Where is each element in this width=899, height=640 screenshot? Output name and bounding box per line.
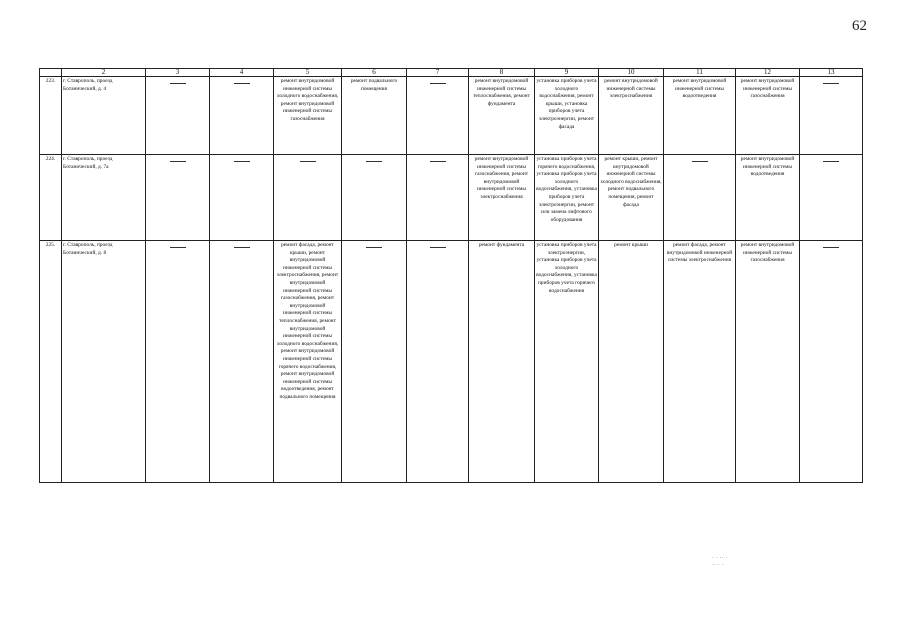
dash-mark	[823, 247, 839, 248]
scan-artifact: · · ·· · ·· · ·	[712, 555, 728, 569]
header-cell: 2	[62, 69, 146, 77]
header-cell: 11	[664, 69, 736, 77]
page-number: 62	[852, 18, 867, 34]
empty-cell	[407, 155, 469, 241]
header-cell: 8	[469, 69, 535, 77]
dash-mark	[430, 83, 446, 84]
header-cell: 10	[599, 69, 664, 77]
empty-cell	[407, 241, 469, 483]
empty-cell	[210, 155, 274, 241]
work-cell: ремонт крыши	[599, 241, 664, 483]
address-cell: г. Ставрополь, проезд Ботанический, д. 7а	[62, 155, 146, 241]
empty-cell	[800, 241, 863, 483]
table-row	[40, 155, 863, 241]
work-cell: ремонт подвального помещения	[342, 77, 407, 155]
work-cell: установка приборов учета горячего водоснабжения, установка приборов учета холодного водоснабжения, установка приборов учета электроэнергии, ремонт или замена лифтового оборудования	[535, 155, 599, 241]
dash-mark	[430, 247, 446, 248]
repair-schedule-table	[39, 68, 863, 483]
address-cell: г. Ставрополь, проезд Ботанический, д. 8	[62, 241, 146, 483]
header-cell: 7	[407, 69, 469, 77]
header-cell: 12	[736, 69, 800, 77]
dash-mark	[234, 161, 250, 162]
dash-mark	[170, 83, 186, 84]
empty-cell	[342, 241, 407, 483]
empty-cell	[146, 77, 210, 155]
header-cell: 4	[210, 69, 274, 77]
row-number: 223.	[40, 77, 62, 155]
table-header-row	[40, 69, 863, 77]
empty-cell	[274, 155, 342, 241]
empty-cell	[407, 77, 469, 155]
work-cell: ремонт внутридомовой инженерной системы водоотведения	[664, 77, 736, 155]
work-cell: ремонт фундамента	[469, 241, 535, 483]
header-cell: 6	[342, 69, 407, 77]
dash-mark	[234, 247, 250, 248]
row-number: 224.	[40, 155, 62, 241]
work-cell: ремонт внутридомовой инженерной системы газоснабжения	[736, 77, 800, 155]
header-cell: 5	[274, 69, 342, 77]
empty-cell	[342, 155, 407, 241]
header-cell: 3	[146, 69, 210, 77]
dash-mark	[430, 161, 446, 162]
table-row	[40, 77, 863, 155]
work-cell: установка приборов учета холодного водоснабжения, ремонт крыши, установка приборов учета электроэнергии, ремонт фасада	[535, 77, 599, 155]
work-cell: ремонт внутридомовой инженерной системы газоснабжения	[736, 241, 800, 483]
dash-mark	[823, 83, 839, 84]
address-cell: г. Ставрополь, проезд Ботанический, д. 4	[62, 77, 146, 155]
work-cell: ремонт фасада, ремонт внутридомовой инженерной системы электроснабжения	[664, 241, 736, 483]
header-cell: 13	[800, 69, 863, 77]
empty-cell	[664, 155, 736, 241]
empty-cell	[146, 155, 210, 241]
dash-mark	[692, 161, 708, 162]
header-cell: 9	[535, 69, 599, 77]
work-cell: ремонт внутридомовой инженерной системы теплоснабжения, ремонт фундамента	[469, 77, 535, 155]
dash-mark	[366, 161, 382, 162]
work-cell: ремонт внутридомовой инженерной системы водоотведения	[736, 155, 800, 241]
header-cell	[40, 69, 62, 77]
empty-cell	[210, 77, 274, 155]
row-number: 225.	[40, 241, 62, 483]
dash-mark	[170, 247, 186, 248]
empty-cell	[800, 155, 863, 241]
dash-mark	[823, 161, 839, 162]
dash-mark	[170, 161, 186, 162]
work-cell: ремонт внутридомовой инженерной системы холодного водоснабжения, ремонт внутридомовой инженерной системы газоснабжения	[274, 77, 342, 155]
work-cell: ремонт фасада, ремонт крыши, ремонт внутридомовой инженерной системы электроснабжения, ремонт внутридомовой инженерной системы газоснабжения, ремонт внутридомовой инженерной системы теплоснабжения, ремонт внутридомовой инженерной системы холодного водоснабжения, ремонт внутридомовой инженерной системы горячего водоснабжения, ремонт внутридомовой инженерной системы водоотведения, ремонт подвального помещения	[274, 241, 342, 483]
work-cell: ремонт крыши, ремонт внутридомовой инженерной системы холодного водоснабжения, ремонт подвального помещения, ремонт фасада	[599, 155, 664, 241]
dash-mark	[366, 247, 382, 248]
empty-cell	[210, 241, 274, 483]
work-cell: ремонт внутридомовой инженерной системы электроснабжения	[599, 77, 664, 155]
work-cell: установка приборов учета электроэнергии, установка приборов учета холодного водоснабжения, установка приборов учета горячего водоснабжения	[535, 241, 599, 483]
empty-cell	[146, 241, 210, 483]
dash-mark	[234, 83, 250, 84]
empty-cell	[800, 77, 863, 155]
table-row	[40, 241, 863, 483]
work-cell: ремонт внутридомовой инженерной системы газоснабжения, ремонт внутридомовой инженерной системы электроснабжения	[469, 155, 535, 241]
dash-mark	[300, 161, 316, 162]
